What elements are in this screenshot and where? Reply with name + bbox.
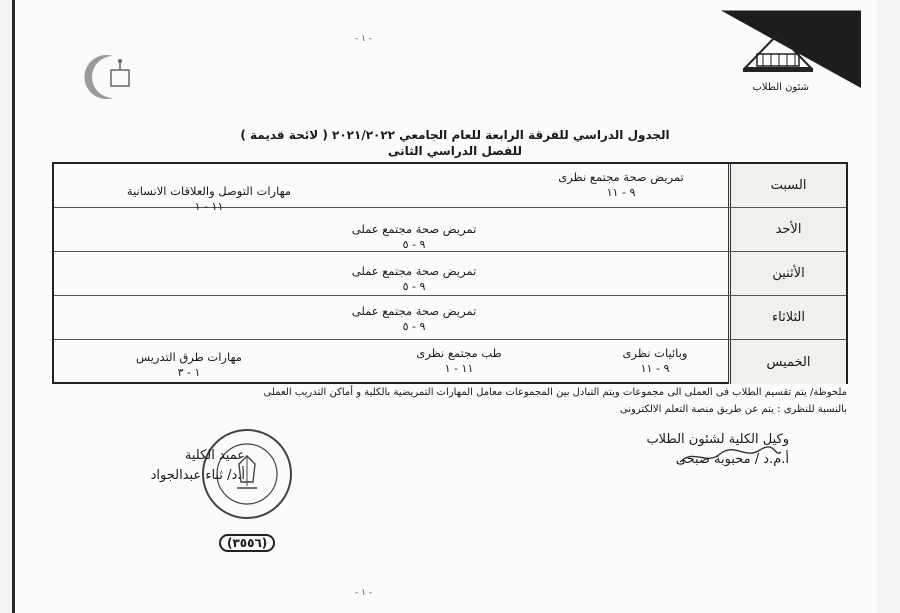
table-row [54,208,846,252]
page-marker: - ١ - [355,34,373,44]
table-row [54,340,846,384]
schedule-cell [114,350,264,380]
day-label: السبت [728,164,846,207]
day-label: الثلاثاء [728,296,846,339]
stamp-number: (٣٥٥٦) [219,534,275,552]
course-time: ٩ - ٥ [402,320,426,333]
schedule-title: الجدول الدراسي للفرقة الرابعة للعام الجامعي ٢٠٢١/٢٠٢٢ ( لائحة قديمة ) [240,128,670,142]
course-time: ٩ - ١١ [606,186,636,199]
document-page [12,0,877,613]
course-time: ١ - ٣ [177,366,201,379]
faculty-logo-icon [83,52,137,102]
schedule-cell [384,346,534,376]
semester-subtitle: للفصل الدراسي الثانى [387,144,523,158]
vice-dean-title: وكيل الكلية لشئون الطلاب [646,432,789,447]
day-label: الخميس [728,340,846,384]
course-time: ٩ - ٥ [402,280,426,293]
course-time: ٩ - ١١ [640,362,670,375]
schedule-cell [314,222,514,252]
dean-name: أ.د/ ثناء عبدالجواد [150,468,245,483]
vice-dean-name: أ.م.د / محبوبة صبحى [675,452,789,467]
schedule-table [52,162,848,384]
course-name: تمريض صحة مجتمع عملى [351,264,477,278]
course-name: تمريض صحة مجتمع عملى [351,222,477,236]
course-name: مهارات التوصل والعلاقات الانسانية [126,184,292,198]
theory-note: بالنسبة للنظرى : يتم عن طريق منصة التعلم الالكترونى [619,404,847,415]
course-name: وبائيات نظرى [622,346,688,360]
course-name: تمريض صحة مجتمع نظرى [558,170,684,184]
day-label: الأثنين [728,252,846,295]
course-name: تمريض صحة مجتمع عملى [351,304,477,318]
schedule-cell [590,346,720,376]
course-name: مهارات طرق التدريس [136,350,242,364]
student-affairs-label: شئون الطلاب [752,82,809,93]
table-row [54,296,846,340]
table-row [54,164,846,213]
course-name: طب مجتمع نظرى [416,346,502,360]
university-logo-icon [739,30,817,76]
course-time: ١١ - ١ [444,362,474,375]
day-label: الأحد [728,208,846,251]
course-time: ٩ - ٥ [402,238,426,251]
schedule-cell [526,170,716,200]
dean-signature [139,446,245,486]
table-row [54,252,846,296]
course-time: ١١ - ١ [194,200,224,213]
page-marker-bottom: - ١ - [355,588,373,598]
schedule-cell [314,304,514,334]
practical-note: ملحوظة/ يتم تقسيم الطلاب فى العملى الى مجموعات ويتم التبادل بين المجموعات معامل المهارات التمريضية بالكلية و أماكن التدريب العملى [263,387,847,398]
signature-scribble-icon [675,440,785,470]
schedule-cell [314,264,514,294]
dean-title: عميد الكلية [184,448,245,463]
